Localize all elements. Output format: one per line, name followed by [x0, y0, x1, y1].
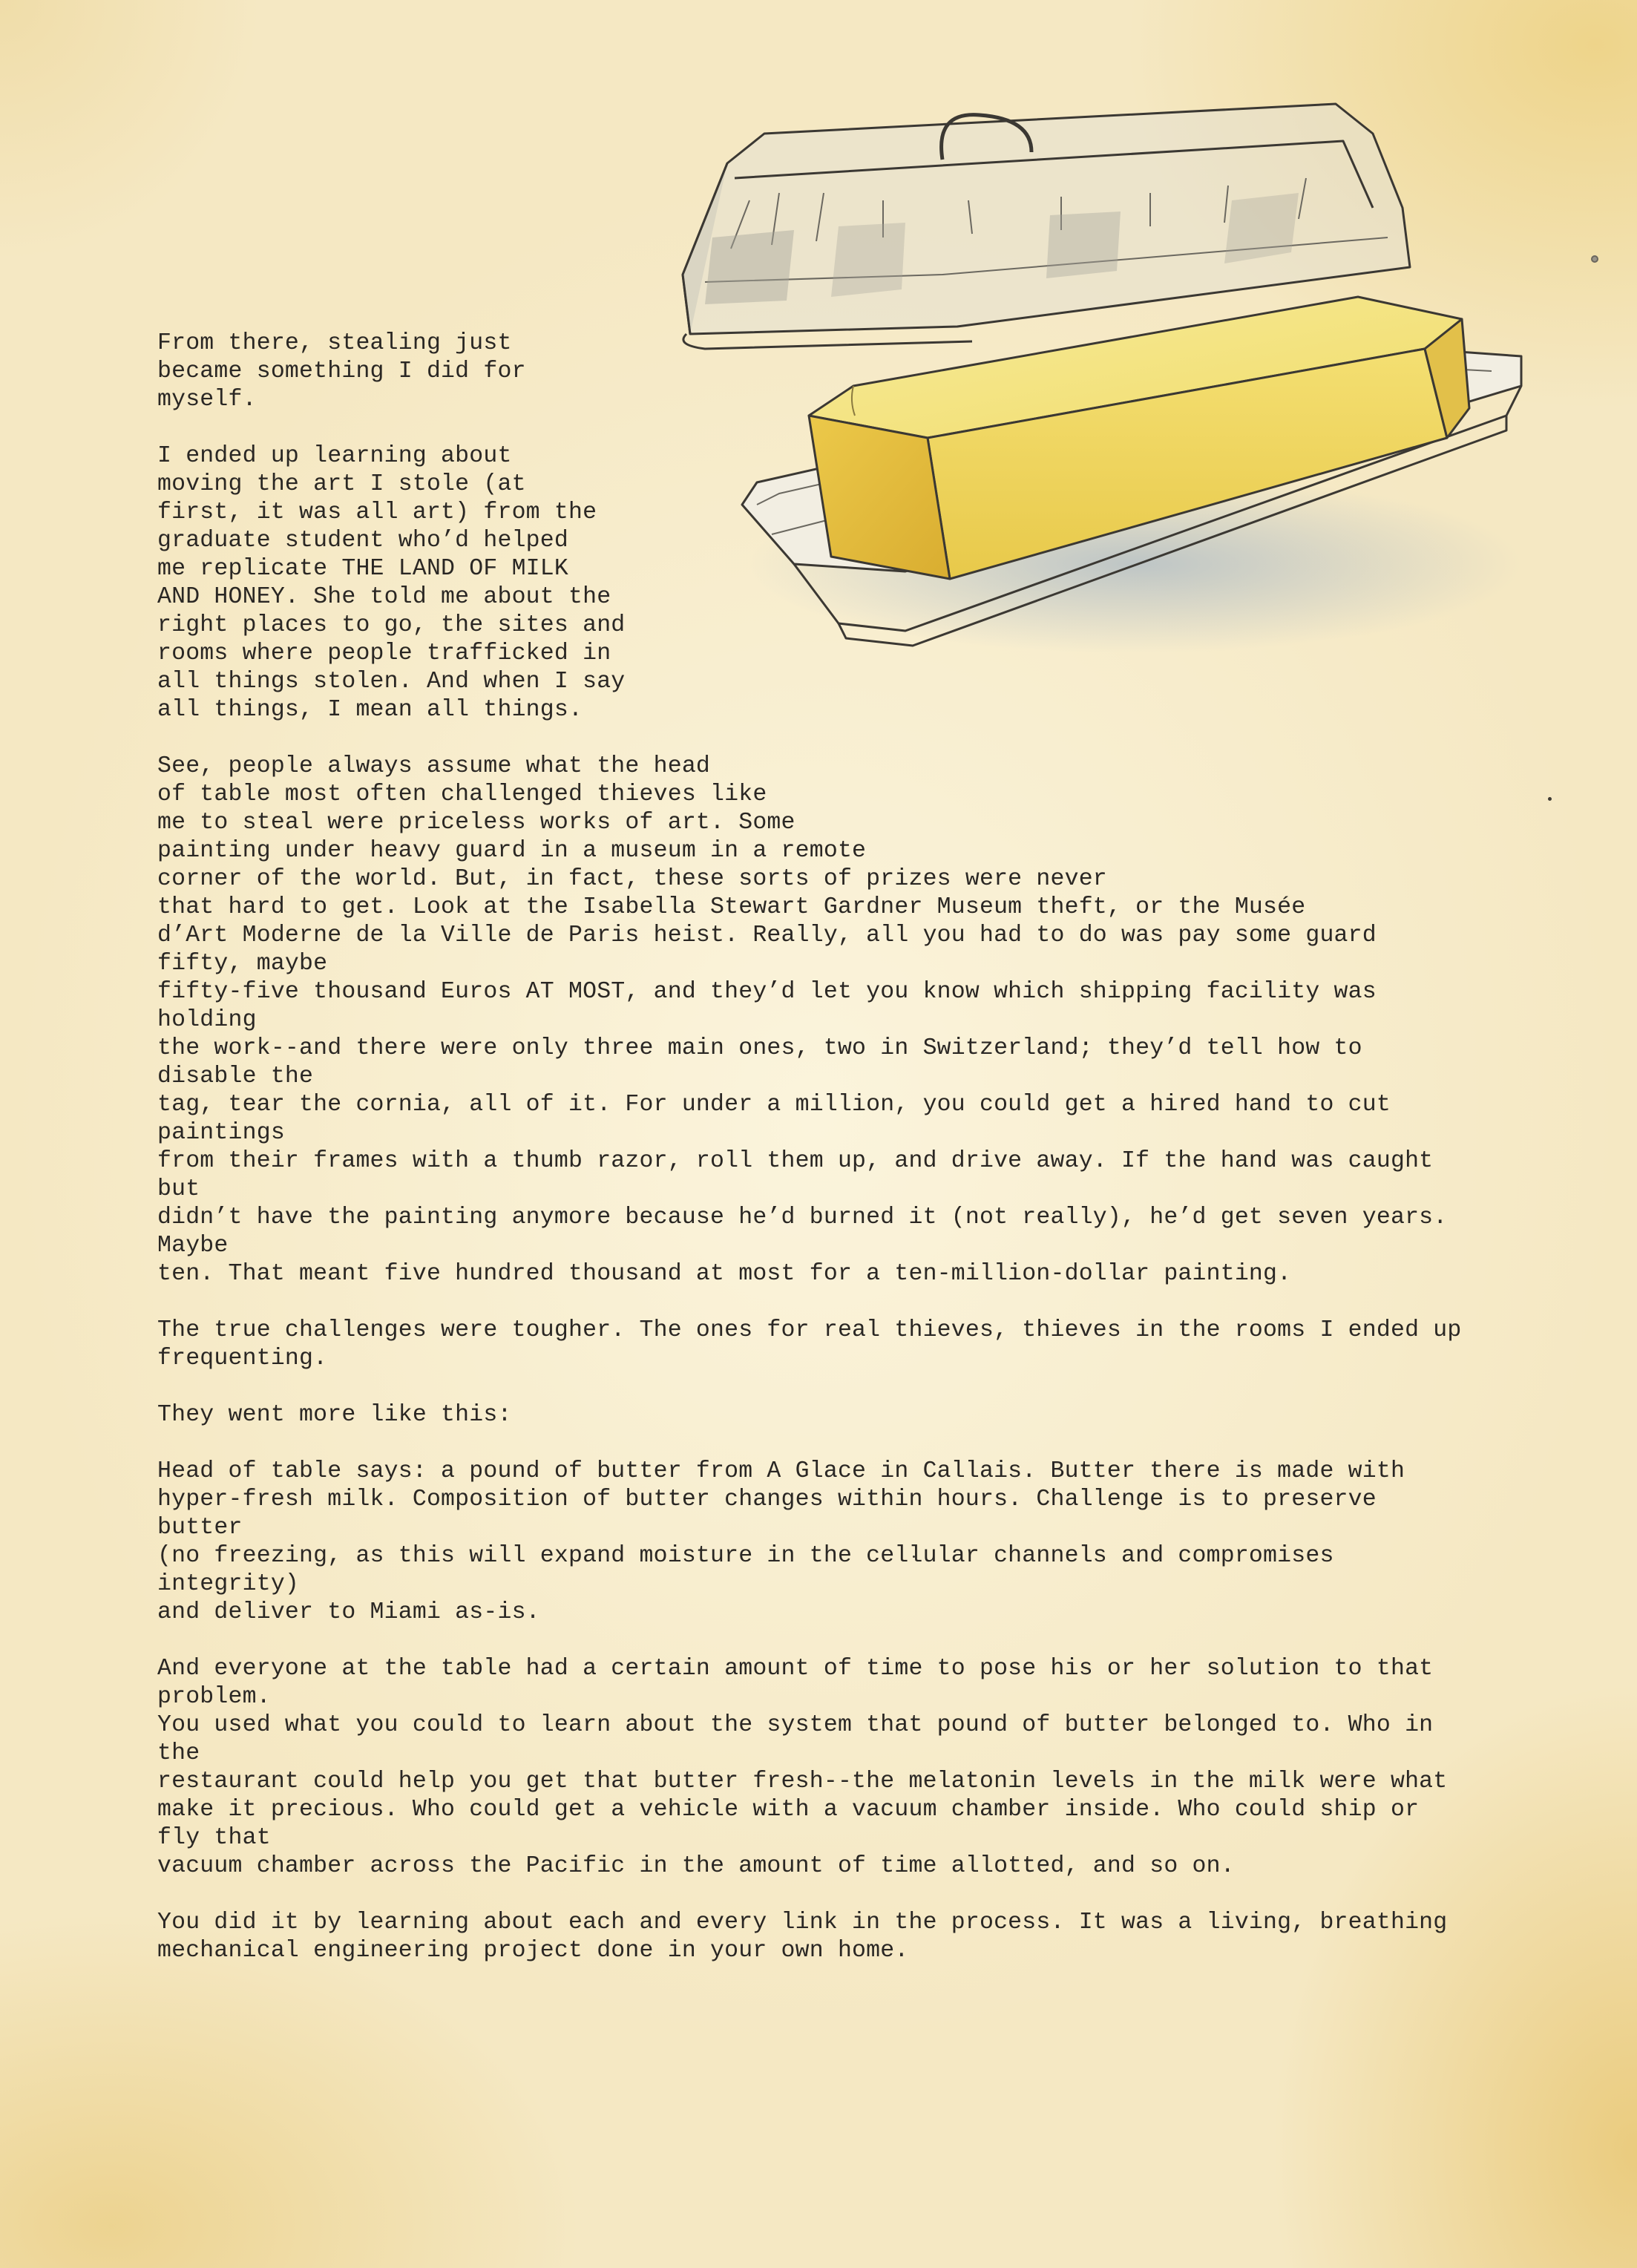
paragraph: Head of table says: a pound of butter from A Glace in Callais. Butter there is made with hyper-fresh milk. Composition of butter changes within hours. Challenge is to preserve butter (no freezing, as this will expand moisture in the cellular channels and compromises integrity) and deliver to Miami as-is.	[157, 1458, 1405, 1625]
story-text	[157, 330, 1463, 1993]
paragraph: You did it by learning about each and every link in the process. It was a living, breathing mechanical engineering project done in your own home.	[157, 1910, 1448, 1964]
paper-speck	[1548, 797, 1552, 801]
paragraph: See, people always assume what the head of table most often challenged thieves like me to steal were priceless works of art. Some painting under heavy guard in a museum in a remote corner of the world. But, in fact, these sorts of prizes were never that hard to get. Look at the Isabella Stewart Gardner Museum theft, or the Musée d’Art Moderne de la Ville de Paris heist. Really, all you had to do was pay some guard fifty, maybe fifty-five thousand Euros AT MOST, and they’d let you know which shipping facility was holding the work--and there were only three main ones, two in Switzerland; they’d tell how to disable the tag, tear the cornia, all of it. For under a million, you could get a hired hand to cut paintings from their frames with a thumb razor, roll them up, and drive away. If the hand was caught but didn’t have the painting anymore because he’d burned it (not really), he’d get seven years. Maybe ten. That meant five hundred thousand at most for a ten-million-dollar painting.	[157, 753, 1448, 1287]
paragraph: And everyone at the table had a certain amount of time to pose his or her solution to that problem. You used what you could to learn about the system that pound of butter belonged to. Who in the restaurant could help you get that butter fresh--the melatonin levels in the milk were what make it precious. Who could get a vehicle with a vacuum chamber inside. Who could ship or fly that vacuum chamber across the Pacific in the amount of time allotted, and so on.	[157, 1656, 1448, 1879]
paragraph: They went more like this:	[157, 1402, 512, 1428]
paper-speck	[1591, 255, 1598, 263]
paragraph: From there, stealing just became something I did for myself.	[157, 330, 526, 413]
paragraph: The true challenges were tougher. The ones for real thieves, thieves in the rooms I ended up frequenting.	[157, 1317, 1462, 1371]
paragraph: I ended up learning about moving the art I stole (at first, it was all art) from the graduate student who’d helped me replicate THE LAND OF MILK AND HONEY. She told me about the right places to go, the sites and rooms where people trafficked in all things stolen. And when I say all things, I mean all things.	[157, 443, 626, 723]
